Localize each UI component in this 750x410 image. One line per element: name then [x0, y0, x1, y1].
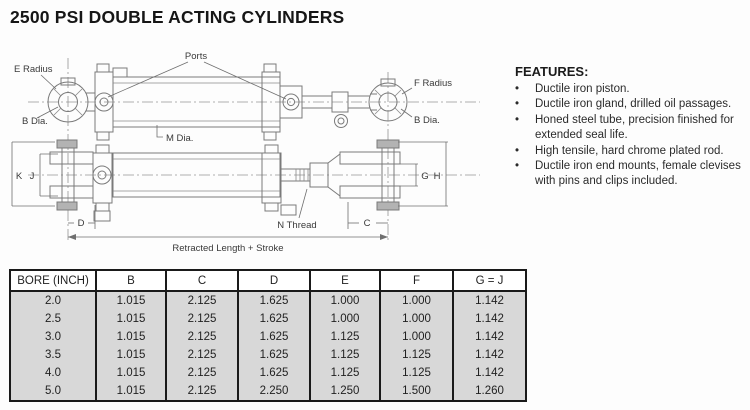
table-cell: 1.015	[96, 291, 166, 310]
bore-cell: 2.5	[10, 310, 96, 328]
table-cell: 1.125	[310, 346, 380, 364]
column-header-bore: BORE (INCH)	[10, 270, 96, 291]
bore-cell: 3.5	[10, 346, 96, 364]
feature-item	[513, 159, 747, 190]
label-j: J	[29, 171, 35, 182]
bullet-icon: •	[515, 113, 520, 126]
bullet-icon: •	[515, 83, 520, 95]
table-cell: 1.625	[238, 291, 310, 310]
page-title: 2500 PSI DOUBLE ACTING CYLINDERS	[10, 7, 345, 27]
table-header-row	[10, 270, 526, 291]
feature-text: Ductile iron end mounts, female clevises with pins and clips included.	[535, 160, 741, 188]
table-cell: 1.000	[380, 328, 453, 346]
column-header-gj: G = J	[453, 270, 526, 291]
label-b-dia-left: B Dia.	[22, 116, 48, 127]
table-cell: 2.125	[166, 328, 238, 346]
table-cell: 1.625	[238, 346, 310, 364]
table-cell: 1.125	[310, 364, 380, 382]
table-cell: 1.142	[453, 364, 526, 382]
table-cell: 1.142	[453, 328, 526, 346]
feature-item	[513, 97, 747, 112]
table-cell: 1.015	[96, 310, 166, 328]
feature-text: Ductile iron gland, drilled oil passages.	[535, 98, 732, 111]
table-cell: 2.125	[166, 382, 238, 401]
label-m-dia: M Dia.	[166, 133, 194, 144]
table-cell: 1.000	[310, 310, 380, 328]
table-cell: 2.250	[238, 382, 310, 401]
column-header-b: B	[96, 270, 166, 291]
feature-text: Ductile iron piston.	[535, 83, 630, 95]
table-cell: 1.015	[96, 382, 166, 401]
label-b-dia-right: B Dia.	[414, 115, 440, 126]
label-n-thread: N Thread	[277, 220, 317, 231]
table-cell: 1.015	[96, 328, 166, 346]
label-retracted-length: Retracted Length + Stroke	[172, 243, 284, 254]
top-view	[14, 51, 480, 240]
column-header-d: D	[238, 270, 310, 291]
table-row	[10, 346, 526, 364]
table-row	[10, 364, 526, 382]
table-row	[10, 310, 526, 328]
bore-cell: 3.0	[10, 328, 96, 346]
label-k: K	[15, 171, 23, 182]
bullet-icon: •	[515, 144, 520, 157]
feature-item	[513, 144, 747, 159]
column-header-f: F	[380, 270, 453, 291]
feature-text: High tensile, hard chrome plated rod.	[535, 144, 724, 157]
bore-cell: 2.0	[10, 291, 96, 310]
bullet-icon: •	[515, 98, 520, 111]
features-panel	[513, 64, 747, 190]
table-cell: 1.125	[310, 328, 380, 346]
feature-item	[513, 82, 747, 97]
table-cell: 2.125	[166, 346, 238, 364]
table-cell: 1.500	[380, 382, 453, 401]
table-cell: 1.625	[238, 328, 310, 346]
label-f-radius: F Radius	[414, 78, 453, 89]
label-c: C	[363, 218, 371, 229]
bullet-icon: •	[515, 160, 520, 173]
bore-cell: 4.0	[10, 364, 96, 382]
table-cell: 1.142	[453, 310, 526, 328]
label-d: D	[77, 218, 85, 229]
label-e-radius: E Radius	[14, 64, 53, 75]
table-cell: 1.142	[453, 291, 526, 310]
column-header-e: E	[310, 270, 380, 291]
cylinder-technical-drawing	[0, 42, 510, 262]
spec-table	[9, 269, 527, 402]
features-heading: FEATURES:	[515, 64, 589, 79]
spec-table-section	[9, 269, 527, 402]
table-cell: 1.125	[380, 346, 453, 364]
table-cell: 1.125	[380, 364, 453, 382]
label-g: G	[421, 171, 429, 182]
table-cell: 1.625	[238, 310, 310, 328]
table-cell: 1.142	[453, 346, 526, 364]
table-cell: 1.250	[310, 382, 380, 401]
column-header-c: C	[166, 270, 238, 291]
label-ports: Ports	[184, 51, 208, 62]
table-cell: 1.000	[310, 291, 380, 310]
feature-text: Honed steel tube, precision finished for extended seal life.	[535, 113, 734, 142]
table-cell: 1.000	[380, 310, 453, 328]
table-cell: 1.015	[96, 364, 166, 382]
table-cell: 2.125	[166, 364, 238, 382]
bore-cell: 5.0	[10, 382, 96, 401]
table-cell: 1.015	[96, 346, 166, 364]
table-cell: 1.260	[453, 382, 526, 401]
table-cell: 2.125	[166, 291, 238, 310]
label-h: H	[433, 171, 441, 182]
feature-item	[513, 113, 747, 144]
table-cell: 1.625	[238, 364, 310, 382]
table-cell: 1.000	[380, 291, 453, 310]
table-row	[10, 291, 526, 310]
table-cell: 2.125	[166, 310, 238, 328]
bottom-view	[12, 140, 480, 254]
table-row	[10, 382, 526, 401]
table-row	[10, 328, 526, 346]
